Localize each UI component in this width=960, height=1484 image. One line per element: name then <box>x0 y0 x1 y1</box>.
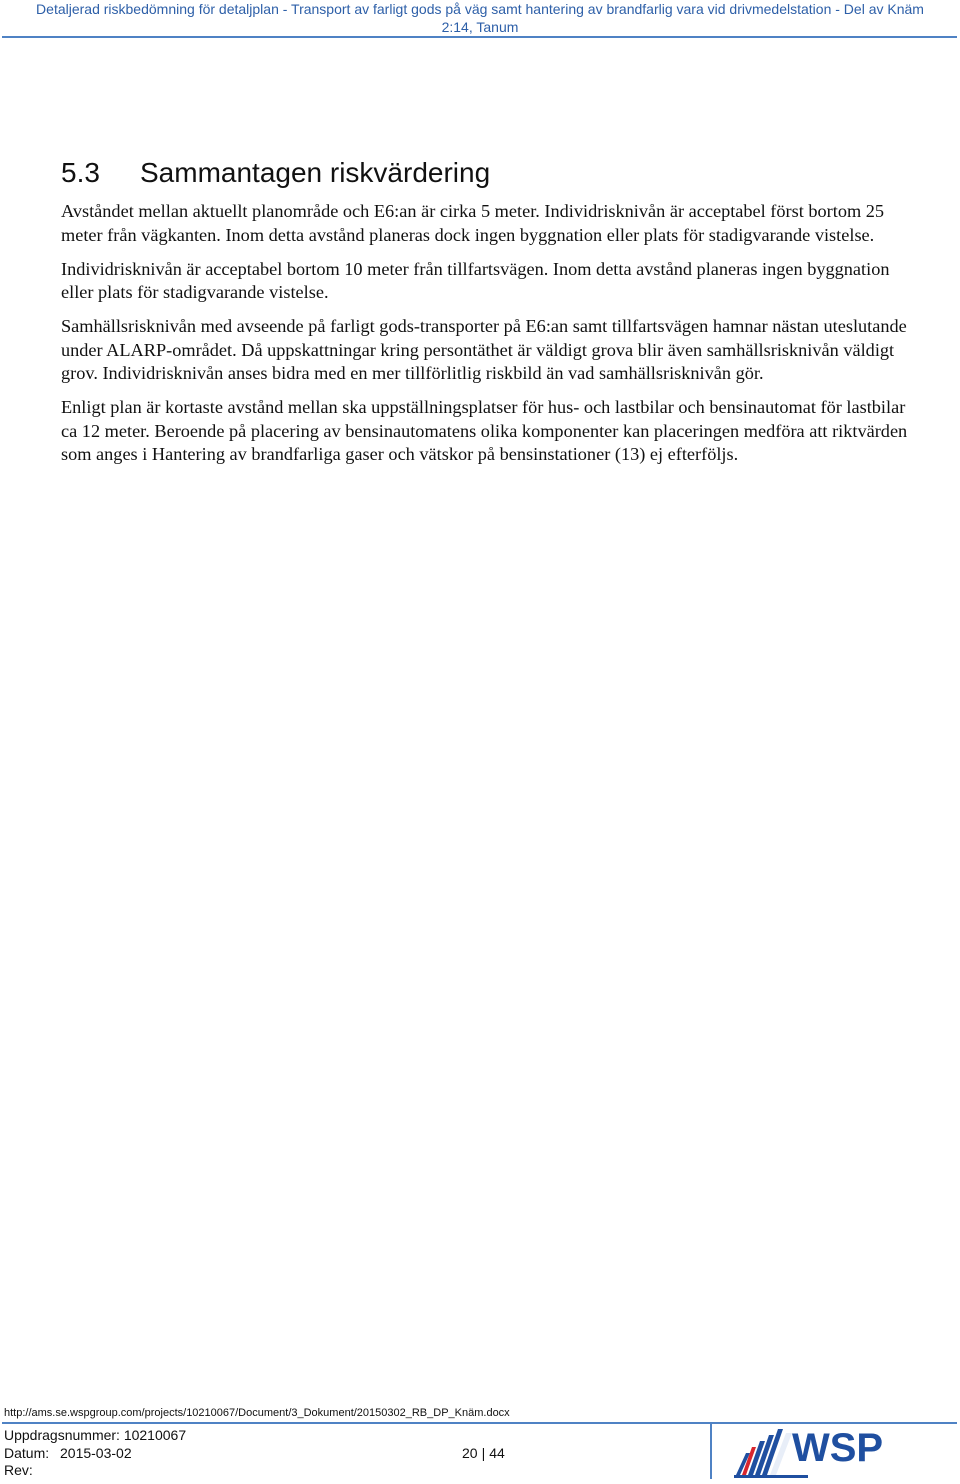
section-number: 5.3 <box>61 157 100 188</box>
company-logo-area <box>710 1423 958 1479</box>
section-title: Sammantagen riskvärdering <box>140 157 491 188</box>
assignment-number-label: Uppdragsnummer: <box>4 1427 120 1443</box>
wsp-logo <box>712 1423 958 1479</box>
page-total: 44 <box>489 1445 505 1461</box>
running-header-line-1: Detaljerad riskbedömning för detaljplan - Transport av farligt gods på väg samt hantering av brandfarlig vara vid drivmedelstation - Del av Knäm <box>36 1 924 17</box>
date-label: Datum: <box>4 1444 50 1461</box>
page-separator: | <box>481 1445 486 1461</box>
running-header-line-2: 2:14, Tanum <box>441 19 519 35</box>
section-heading <box>61 156 490 190</box>
assignment-number-row <box>4 1427 186 1445</box>
logo-wordmark: WSP <box>792 1426 884 1470</box>
date-value: 2015-03-02 <box>60 1444 132 1461</box>
assignment-number-value: 10210067 <box>123 1427 187 1443</box>
paragraph-distance-e6: Avståndet mellan aktuellt planområde och E6:an är cirka 5 meter. Individrisknivån är acceptabel först bortom 25 meter från vägkanten. Inom detta avstånd planeras dock ingen byggnation eller plats för stadigvarande vistelse. <box>61 201 885 245</box>
running-header <box>0 0 960 36</box>
paragraph-text-after-reference: (13) ej efterföljs. <box>610 444 739 464</box>
document-path: http://ams.se.wspgroup.com/projects/10210067/Document/3_Dokument/20150302_RB_DP_Knäm.docx <box>4 1407 510 1419</box>
page-number <box>462 1445 505 1462</box>
paragraph-societal-risk: Samhällsrisknivån med avseende på farligt gods-transporter på E6:an samt tillfartsvägen hamnar nästan uteslutande under ALARP-området. Då uppskattningar kring persontäthet är väldigt grova blir även samhällsrisknivån väldigt grov. Individrisknivån anses bidra med en mer tillförlitlig riskbild än vad samhällsrisknivån gör. <box>61 316 907 383</box>
paragraph-access-road: Individrisknivån är acceptabel bortom 10 meter från tillfartsvägen. Inom detta avstånd planeras ingen byggnation eller plats för stadigvarande vistelse. <box>61 258 890 302</box>
section-body <box>61 200 911 477</box>
paragraph-distances-guidelines <box>61 396 911 467</box>
guideline-reference: Hantering av brandfarliga gaser och vätskor på bensinstationer <box>151 444 611 464</box>
header-divider <box>2 36 957 38</box>
page-current: 20 <box>462 1445 478 1461</box>
revision-label: Rev: <box>4 1462 33 1478</box>
revision-row <box>4 1462 186 1480</box>
document-metadata <box>4 1427 186 1480</box>
date-row <box>4 1445 186 1463</box>
paragraph-text-before-reference: Enligt plan är kortaste avstånd mellan ska uppställningsplatser för hus- och lastbilar och bensinautomat för lastbilar ca 12 meter. Beroende på placering av bensinautomatens olika komponenter kan placeringen medföra att riktvärden som anges i <box>61 397 908 464</box>
